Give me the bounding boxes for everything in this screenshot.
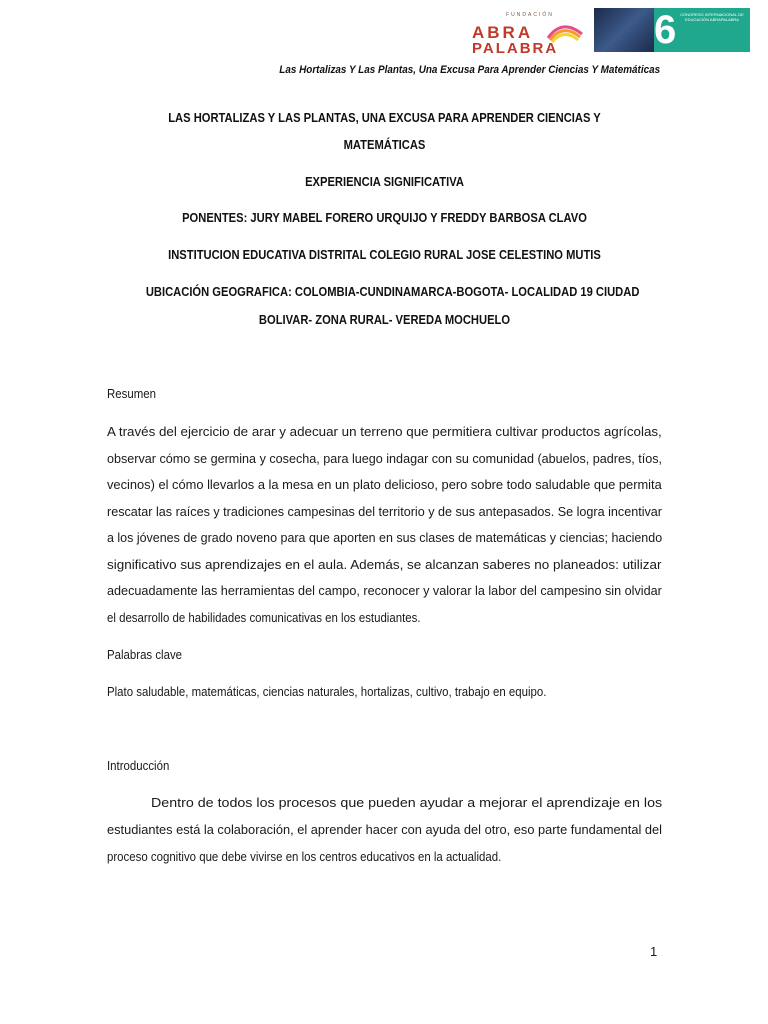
running-header: Las Hortalizas Y Las Plantas, Una Excusa Para Aprender Ciencias Y Matemáticas — [279, 64, 660, 76]
logo-line2: PALABRA — [472, 40, 559, 56]
resumen-line: significativo sus aprendizajes en el aula. Además, se alcanzan saberes no planeados: utilizar — [107, 557, 662, 572]
introduccion-line-last: proceso cognitivo que debe vivirse en los centros educativos en la actualidad. — [107, 849, 502, 864]
resumen-line: vecinos) el cómo llevarlos a la mesa en un plato delicioso, pero sobre todo saludable que permita — [107, 477, 662, 492]
resumen-line: a los jóvenes de grado noveno para que aporten en sus clases de matemáticas y ciencias; haciendo — [107, 530, 663, 545]
resumen-heading: Resumen — [107, 386, 156, 401]
logo-graphic — [470, 16, 590, 56]
resumen-line-last: el desarrollo de habilidades comunicativas en los estudiantes. — [107, 610, 421, 625]
ubicacion-line1: UBICACIÓN GEOGRAFICA: COLOMBIA-CUNDINAMARCA-BOGOTA- LOCALIDAD 19 CIUDAD — [145, 284, 640, 299]
resumen-line: A través del ejercicio de arar y adecuar un terreno que permitiera cultivar productos agrícolas, — [107, 424, 662, 439]
ponentes-line: PONENTES: JURY MABEL FORERO URQUIJO Y FREDDY BARBOSA CLAVO — [182, 210, 587, 225]
resumen-line: rescatar las raíces y tradiciones campesinas del territorio y de sus antepasados. Se logra incentivar — [107, 504, 663, 519]
congreso-text: CONGRESO INTERNACIONAL DE EDUCACIÓN ABRAPALABRA — [680, 12, 744, 22]
palabras-clave-text: Plato saludable, matemáticas, ciencias naturales, hortalizas, cultivo, trabajo en equipo. — [107, 684, 547, 699]
logo-small-text: FUNDACIÓN — [506, 12, 554, 18]
document-subtitle: EXPERIENCIA SIGNIFICATIVA — [305, 174, 464, 189]
abrapalabra-logo — [470, 12, 590, 54]
congreso-photo — [594, 8, 654, 52]
palabras-clave-heading: Palabras clave — [107, 647, 183, 662]
resumen-line: adecuadamente las herramientas del campo, reconocer y valorar la labor del campesino sin olvidar — [107, 583, 662, 598]
resumen-line: observar cómo se germina y cosecha, para luego indagar con su comunidad (abuelos, padres, tíos, — [107, 451, 663, 466]
introduccion-line: estudiantes está la colaboración, el aprender hacer con ayuda del otro, eso parte fundamental del — [107, 822, 662, 837]
congreso-banner — [594, 8, 750, 52]
page-number: 1 — [650, 944, 658, 959]
congreso-number: 6 — [654, 8, 677, 52]
document-title-line2: MATEMÁTICAS — [343, 137, 426, 152]
introduccion-line: Dentro de todos los procesos que pueden ayudar a mejorar el aprendizaje en los — [151, 795, 663, 810]
ubicacion-line2: BOLIVAR- ZONA RURAL- VEREDA MOCHUELO — [258, 312, 511, 327]
logo-line1: ABRA — [472, 23, 534, 42]
document-title-line1: LAS HORTALIZAS Y LAS PLANTAS, UNA EXCUSA PARA APRENDER CIENCIAS Y — [168, 110, 601, 125]
institucion-line: INSTITUCION EDUCATIVA DISTRITAL COLEGIO RURAL JOSE CELESTINO MUTIS — [168, 247, 601, 262]
introduccion-heading: Introducción — [107, 758, 170, 773]
